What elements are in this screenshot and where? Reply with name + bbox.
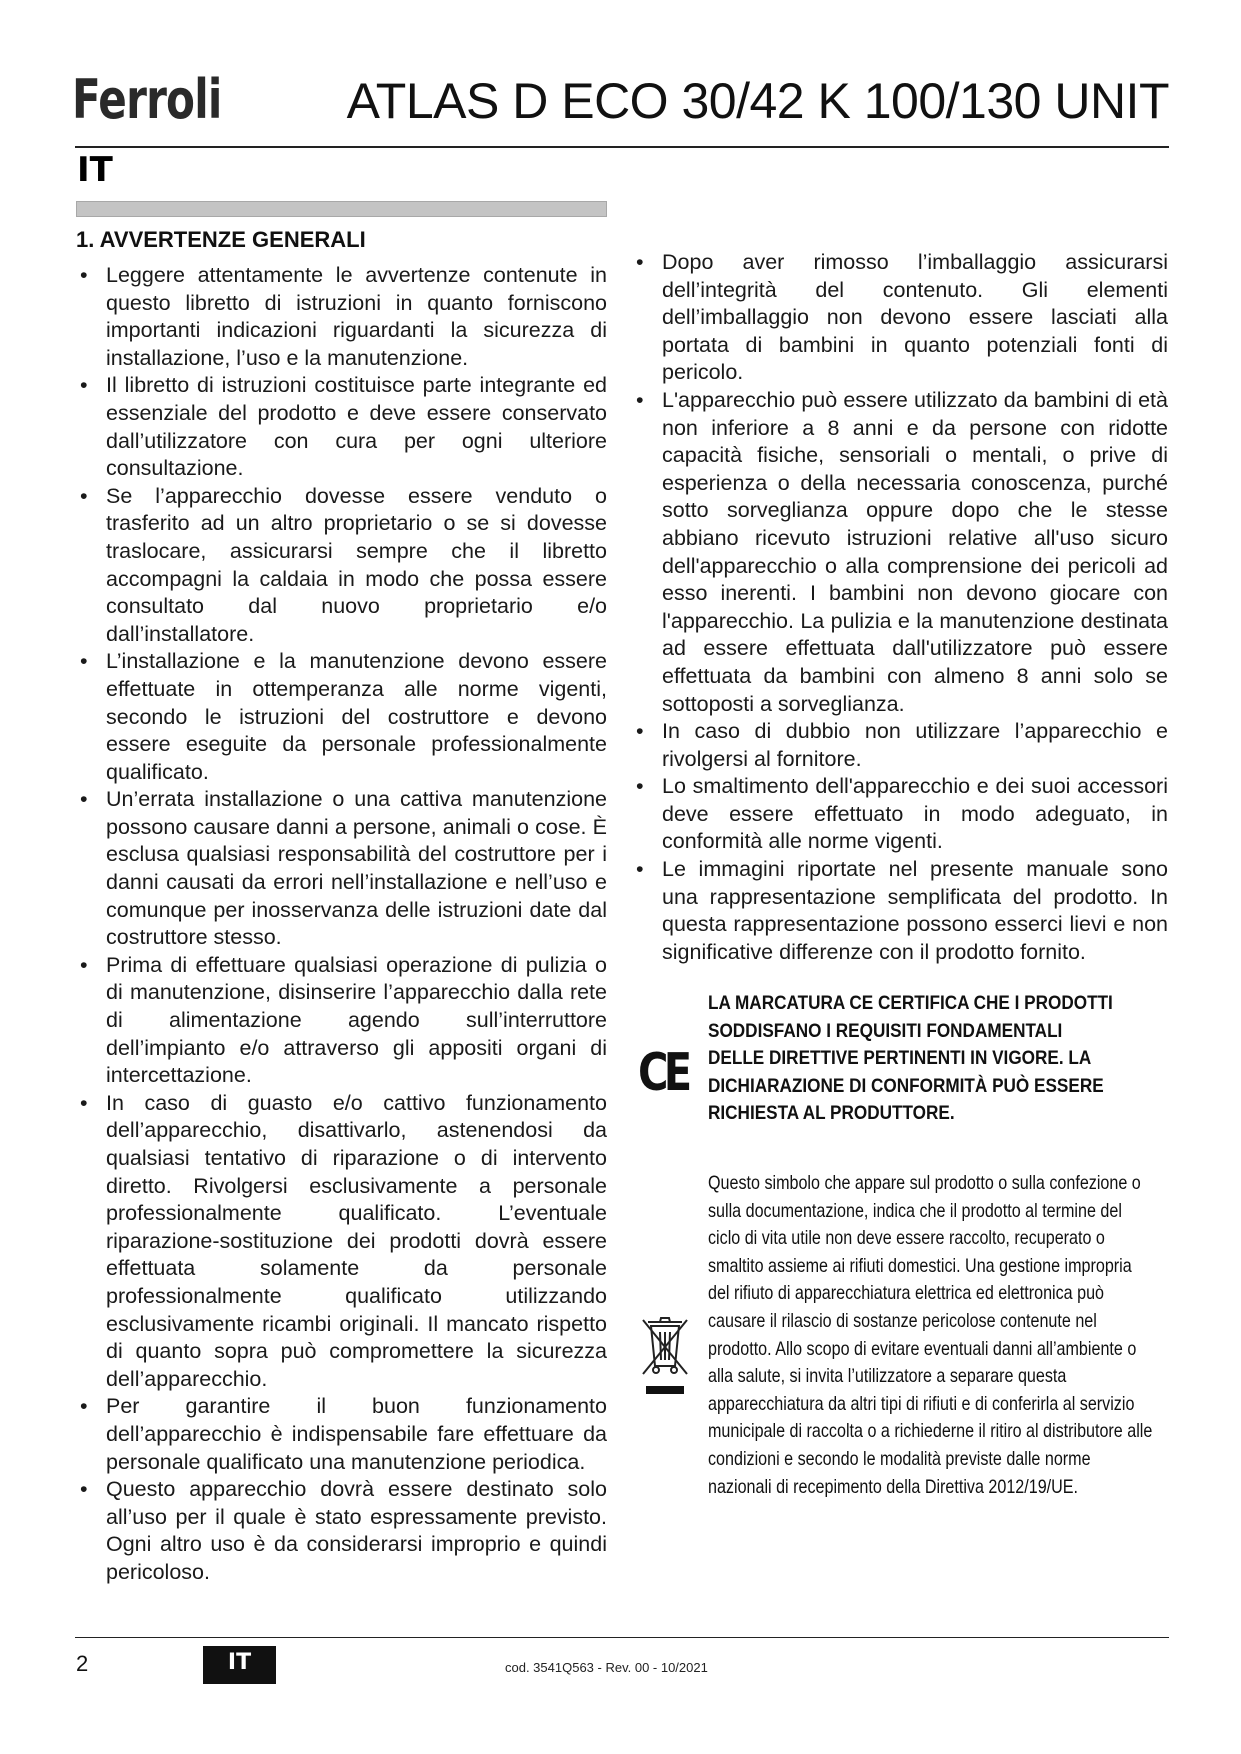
document-title: ATLAS D ECO 30/42 K 100/130 UNIT bbox=[346, 73, 1169, 129]
ce-notice-text: LA MARCATURA CE CERTIFICA CHE I PRODOTTI SODDISFANO I REQUISITI FONDAMENTALI DELLE DIRETTIVE PERTINENTI IN VIGORE. LA DICHIARAZIONE DI CONFORMITÀ PUÒ ESSERE RICHIESTA AL PRODUTTORE. bbox=[708, 992, 1113, 1125]
list-item: • Dopo aver rimosso l’imballaggio assicurarsi dell’integrità del contenuto. Gli elementi dell’imballaggio non devono essere lasciati alla portata di bambini in quanto potenziali fonti di pericolo. bbox=[636, 250, 1168, 385]
header-divider bbox=[75, 146, 1169, 148]
list-item: • Se l’apparecchio dovesse essere venduto o trasferito ad un altro proprietario o se si dovesse traslocare, assicurarsi sempre che il libretto accompagni la caldaia in modo che possa essere consultato dal nuovo proprietario e/o dall’installatore. bbox=[80, 483, 607, 646]
list-item: • Per garantire il buon funzionamento dell’apparecchio è indispensabile fare effettuare da personale qualificato una manutenzione periodica. bbox=[80, 1394, 607, 1474]
list-item: • Prima di effettuare qualsiasi operazione di pulizia o di manutenzione, disinserire l’apparecchio dalla rete di alimentazione agendo sull’interruttore dell’impianto e/o attraverso gli appositi organi di intercettazione. bbox=[80, 952, 607, 1088]
list-item: • Leggere attentamente le avvertenze contenute in questo libretto di istruzioni in quanto forniscono importanti indicazioni riguardanti la sicurezza di installazione, l’uso e la manutenzione. bbox=[80, 263, 607, 370]
list-item: • Un’errata installazione o una cattiva manutenzione possono causare danni a persone, animali o cose. È esclusa qualsiasi responsabilità del costruttore per i danni causati da errori nell’installazione e nell’uso e comunque per inosservanza delle istruzioni date dal costruttore stesso. bbox=[80, 787, 607, 950]
list-item: • L’installazione e la manutenzione devono essere effettuate in ottemperanza alle norme vigenti, secondo le istruzioni del costruttore e devono essere eseguite da personale professionalmente qualificato. bbox=[80, 649, 607, 784]
page-number: 2 bbox=[76, 1651, 89, 1676]
list-item: • L'apparecchio può essere utilizzato da bambini di età non inferiore a 8 anni e da persone con ridotte capacità fisiche, sensoriali o mentali, o prive di esperienza o della necessaria conoscenza, purché sotto sorveglianza oppure dopo che le stesse abbiano ricevuto istruzioni relative all'uso sicuro dell'apparecchio o alla comprensione dei pericoli ad esso inerenti. I bambini non devono giocare con l'apparecchio. La pulizia e la manutenzione destinata ad essere effettuata dall'utilizzatore può essere effettuata da bambini con almeno 8 anni solo se sottoposti a sorveglianza. bbox=[636, 387, 1168, 716]
footer-language-badge: IT bbox=[203, 1646, 276, 1684]
right-column bbox=[632, 249, 1168, 966]
list-item: • Lo smaltimento dell'apparecchio e dei suoi accessori deve essere effettuato in modo adeguato, in conformità alle norme vigenti. bbox=[636, 774, 1168, 854]
list-item: • In caso di guasto e/o cattivo funzionamento dell’apparecchio, disattivarlo, astenendosi da qualsiasi tentativo di riparazione o di intervento diretto. Rivolgersi esclusivamente a personale professionalmente qualificato. L’eventuale riparazione-sostituzione dei prodotti dovrà essere effettuata solamente da personale professionalmente qualificato utilizzando esclusivamente ricambi originali. Il mancato rispetto di quanto sopra può compromettere la sicurezza dell’apparecchio. bbox=[80, 1090, 607, 1391]
list-item: • Il libretto di istruzioni costituisce parte integrante ed essenziale del prodotto e deve essere conservato dall’utilizzatore con cura per ogni ulteriore consultazione. bbox=[80, 373, 607, 481]
footer-divider bbox=[75, 1637, 1169, 1638]
list-item: • Questo apparecchio dovrà essere destinato solo all’uso per il quale è stato espressamente previsto. Ogni altro uso è da considerarsi improprio e quindi pericoloso. bbox=[80, 1477, 607, 1584]
crossed-out-wheelie-bin-icon bbox=[640, 1316, 690, 1398]
list-item: • Le immagini riportate nel presente manuale sono una rappresentazione semplificata del prodotto. In questa rappresentazione possono esserci lievi e non significative differenze con il prodotto fornito. bbox=[636, 857, 1168, 964]
weee-notice-text: Questo simbolo che appare sul prodotto o sulla confezione o sulla documentazione, indica che il prodotto al termine del ciclo di vita utile non deve essere raccolto, recuperato o smaltito assieme ai rifiuti domestici. Una gestione impropria del rifiuto di apparecchiatura elettrica ed elettronica può causare il rilascio di sostanze pericolose contenute nel prodotto. Allo scopo di evitare eventuali danni all’ambiente o alla salute, si invita l’utilizzatore a separare questa apparecchiatura da altri tipi di rifiuti e di conferirla al servizio municipale di raccolta o a richiederne il ritiro al distributore alle condizioni e secondo le modalità previste dalle norme nazionali di recepimento della Direttiva 2012/19/UE. bbox=[708, 1173, 1153, 1498]
left-column bbox=[76, 262, 607, 1587]
ferroli-logo: Ferroli bbox=[72, 68, 222, 131]
section-title: 1. AVVERTENZE GENERALI bbox=[76, 227, 366, 252]
document-code: cod. 3541Q563 - Rev. 00 - 10/2021 bbox=[505, 1660, 708, 1675]
ce-mark-icon: CE bbox=[638, 1043, 688, 1103]
language-label: IT bbox=[77, 150, 113, 190]
section-bar bbox=[76, 201, 607, 217]
list-item: • In caso di dubbio non utilizzare l’apparecchio e rivolgersi al fornitore. bbox=[636, 719, 1168, 771]
